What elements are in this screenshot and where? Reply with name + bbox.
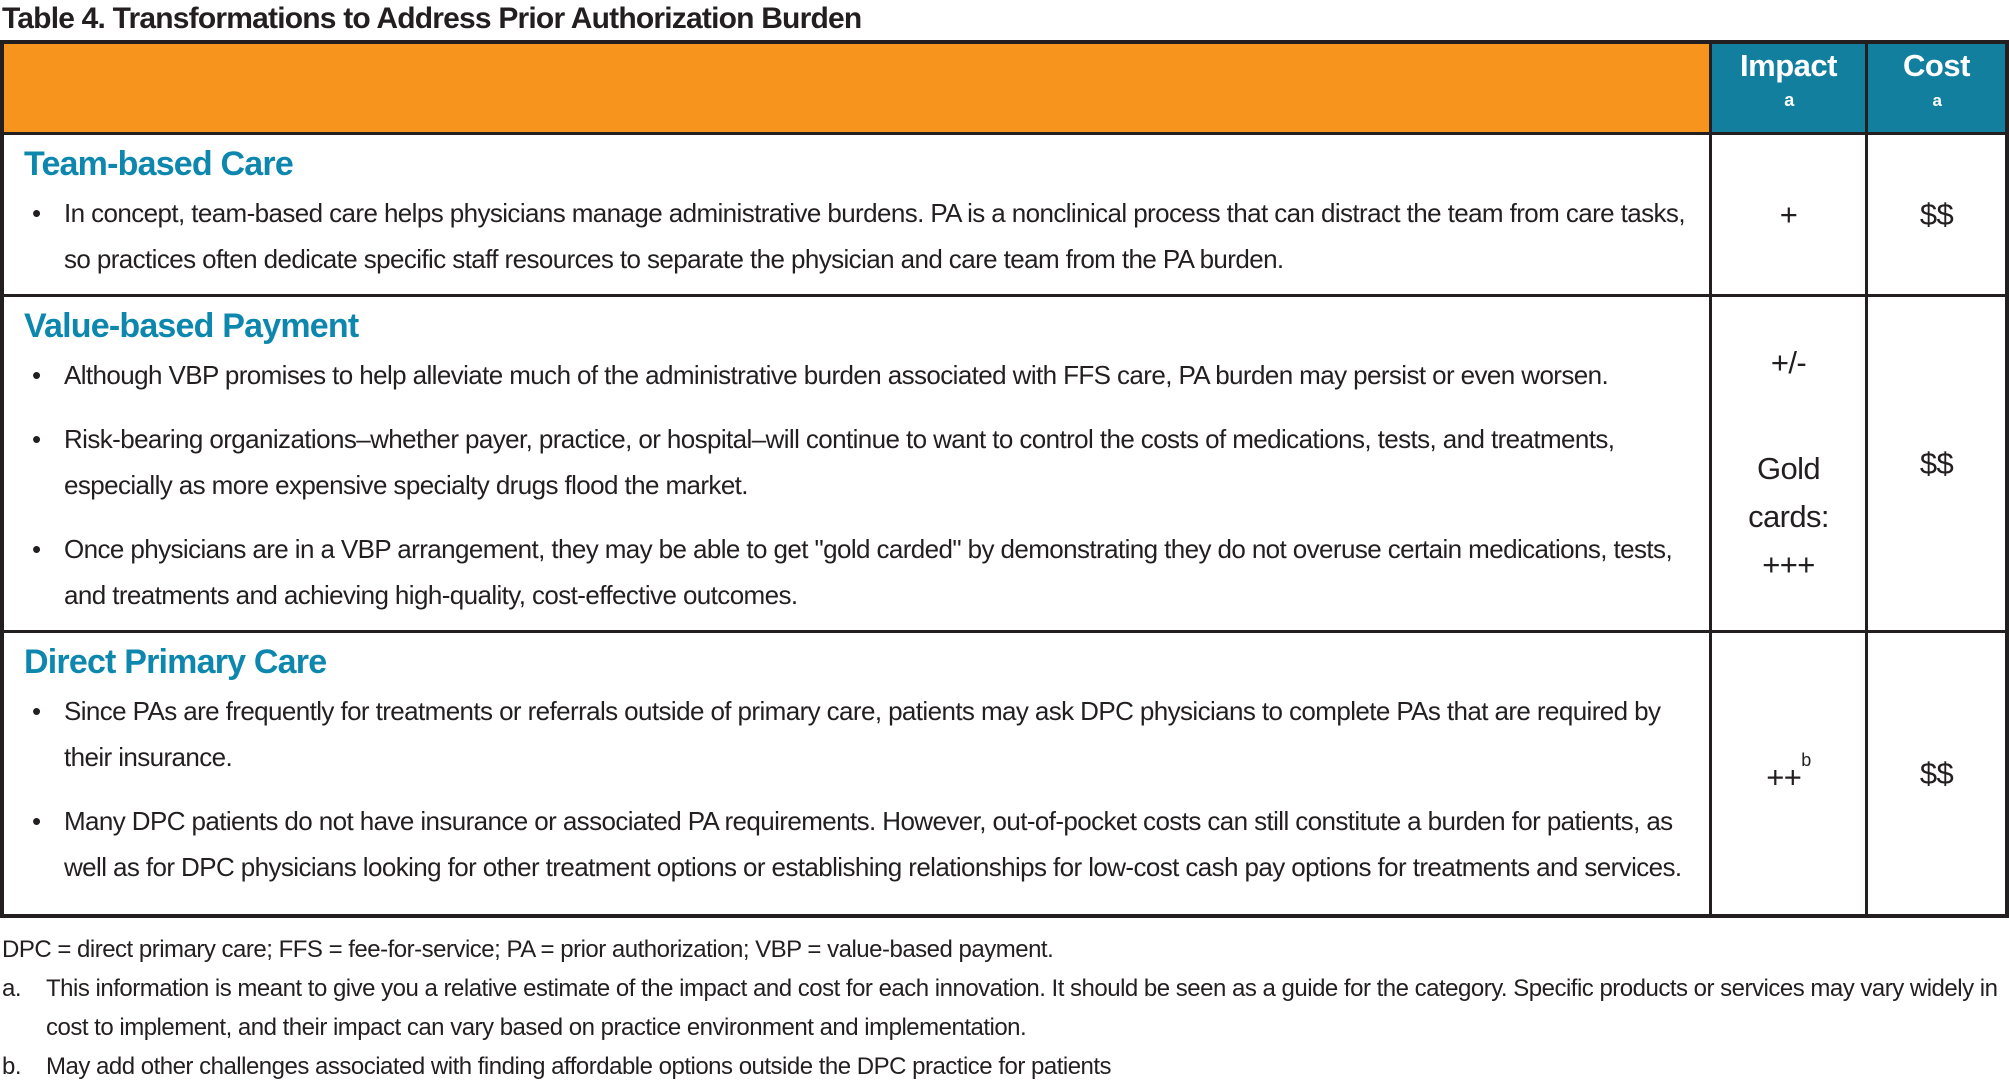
impact-footnote-marker: b [1801, 749, 1811, 770]
row-heading: Direct Primary Care [24, 643, 327, 681]
bullet-list [24, 352, 1685, 618]
page-title: Table 4. Transformations to Address Prior Authorization Burden [2, 2, 862, 35]
cost-cell [1865, 135, 2005, 294]
cost-column-header [1865, 44, 2005, 132]
impact-note-line: Gold [1756, 450, 1821, 486]
transformations-table [0, 40, 2009, 918]
bullet-list [24, 688, 1685, 890]
row-heading: Team-based Care [24, 145, 293, 183]
row-content-cell [4, 135, 1709, 294]
table-row-direct-primary-care [4, 630, 2005, 914]
header-blank-cell [4, 44, 1709, 132]
bullet-item: • Since PAs are frequently for treatments or referrals outside of primary care, patients may ask DPC physicians to complete PAs that are required by their insurance. [24, 688, 1685, 780]
bullet-item: • Although VBP promises to help alleviate much of the administrative burden associated with FFS care, PA burden may persist or even worsen. [24, 352, 1685, 398]
impact-note-line: cards: [1748, 498, 1829, 534]
row-content-cell [4, 633, 1709, 914]
impact-header-footnote-marker: a [1784, 90, 1794, 110]
row-heading: Value-based Payment [24, 307, 359, 345]
table-row-value-based-payment [4, 294, 2005, 630]
footnote-text: May add other challenges associated with finding affordable options outside the DPC practice for patients [46, 1053, 1112, 1080]
impact-column-header [1709, 44, 1865, 132]
footnote-b [2, 1047, 2005, 1086]
abbreviations-line: DPC = direct primary care; FFS = fee-for-service; PA = prior authorization; VBP = value-based payment. [2, 936, 1054, 963]
impact-value: + [1779, 196, 1798, 232]
cost-value: $$ [1919, 196, 1954, 232]
cost-header-footnote-marker: a [1932, 91, 1942, 110]
row-content-cell [4, 297, 1709, 630]
cost-cell [1865, 633, 2005, 914]
footnote-marker: b. [2, 1053, 22, 1080]
impact-value: +/- [1770, 344, 1807, 380]
table-header-row [4, 44, 2005, 132]
impact-cell [1709, 297, 1865, 630]
bullet-list [24, 190, 1685, 282]
cost-header-label: Cost [1903, 48, 1970, 83]
cost-cell [1865, 297, 2005, 630]
impact-header-label: Impact [1740, 48, 1837, 83]
impact-note-line: +++ [1762, 546, 1815, 582]
footnote-text: This information is meant to give you a relative estimate of the impact and cost for each innovation. It should be seen as a guide for the category. Specific products or services may vary widely in cost to implement, and their impact can vary based on practice environment and implementation. [46, 975, 1998, 1041]
footnotes [0, 918, 2009, 1086]
table-row-team-based-care [4, 132, 2005, 294]
footnote-marker: a. [2, 975, 22, 1002]
cost-value: $$ [1919, 445, 1954, 481]
bullet-item: • Risk-bearing organizations–whether payer, practice, or hospital–will continue to want to control the costs of medications, tests, and treatments, especially as more expensive specialty drugs flood the market. [24, 416, 1685, 508]
footnote-a [2, 969, 2005, 1047]
impact-value: ++ [1766, 759, 1802, 795]
cost-value: $$ [1919, 755, 1954, 791]
impact-cell [1709, 135, 1865, 294]
impact-cell [1709, 633, 1865, 914]
bullet-item: • In concept, team-based care helps physicians manage administrative burdens. PA is a nonclinical process that can distract the team from care tasks, so practices often dedicate specific staff resources to separate the physician and care team from the PA burden. [24, 190, 1685, 282]
bullet-item: • Once physicians are in a VBP arrangement, they may be able to get "gold carded" by demonstrating they do not overuse certain medications, tests, and treatments and achieving high-quality, cost-effective outcomes. [24, 526, 1685, 618]
bullet-item: • Many DPC patients do not have insurance or associated PA requirements. However, out-of-pocket costs can still constitute a burden for patients, as well as for DPC physicians looking for other treatment options or establishing relationships for low-cost cash pay options for treatments and services. [24, 798, 1685, 890]
